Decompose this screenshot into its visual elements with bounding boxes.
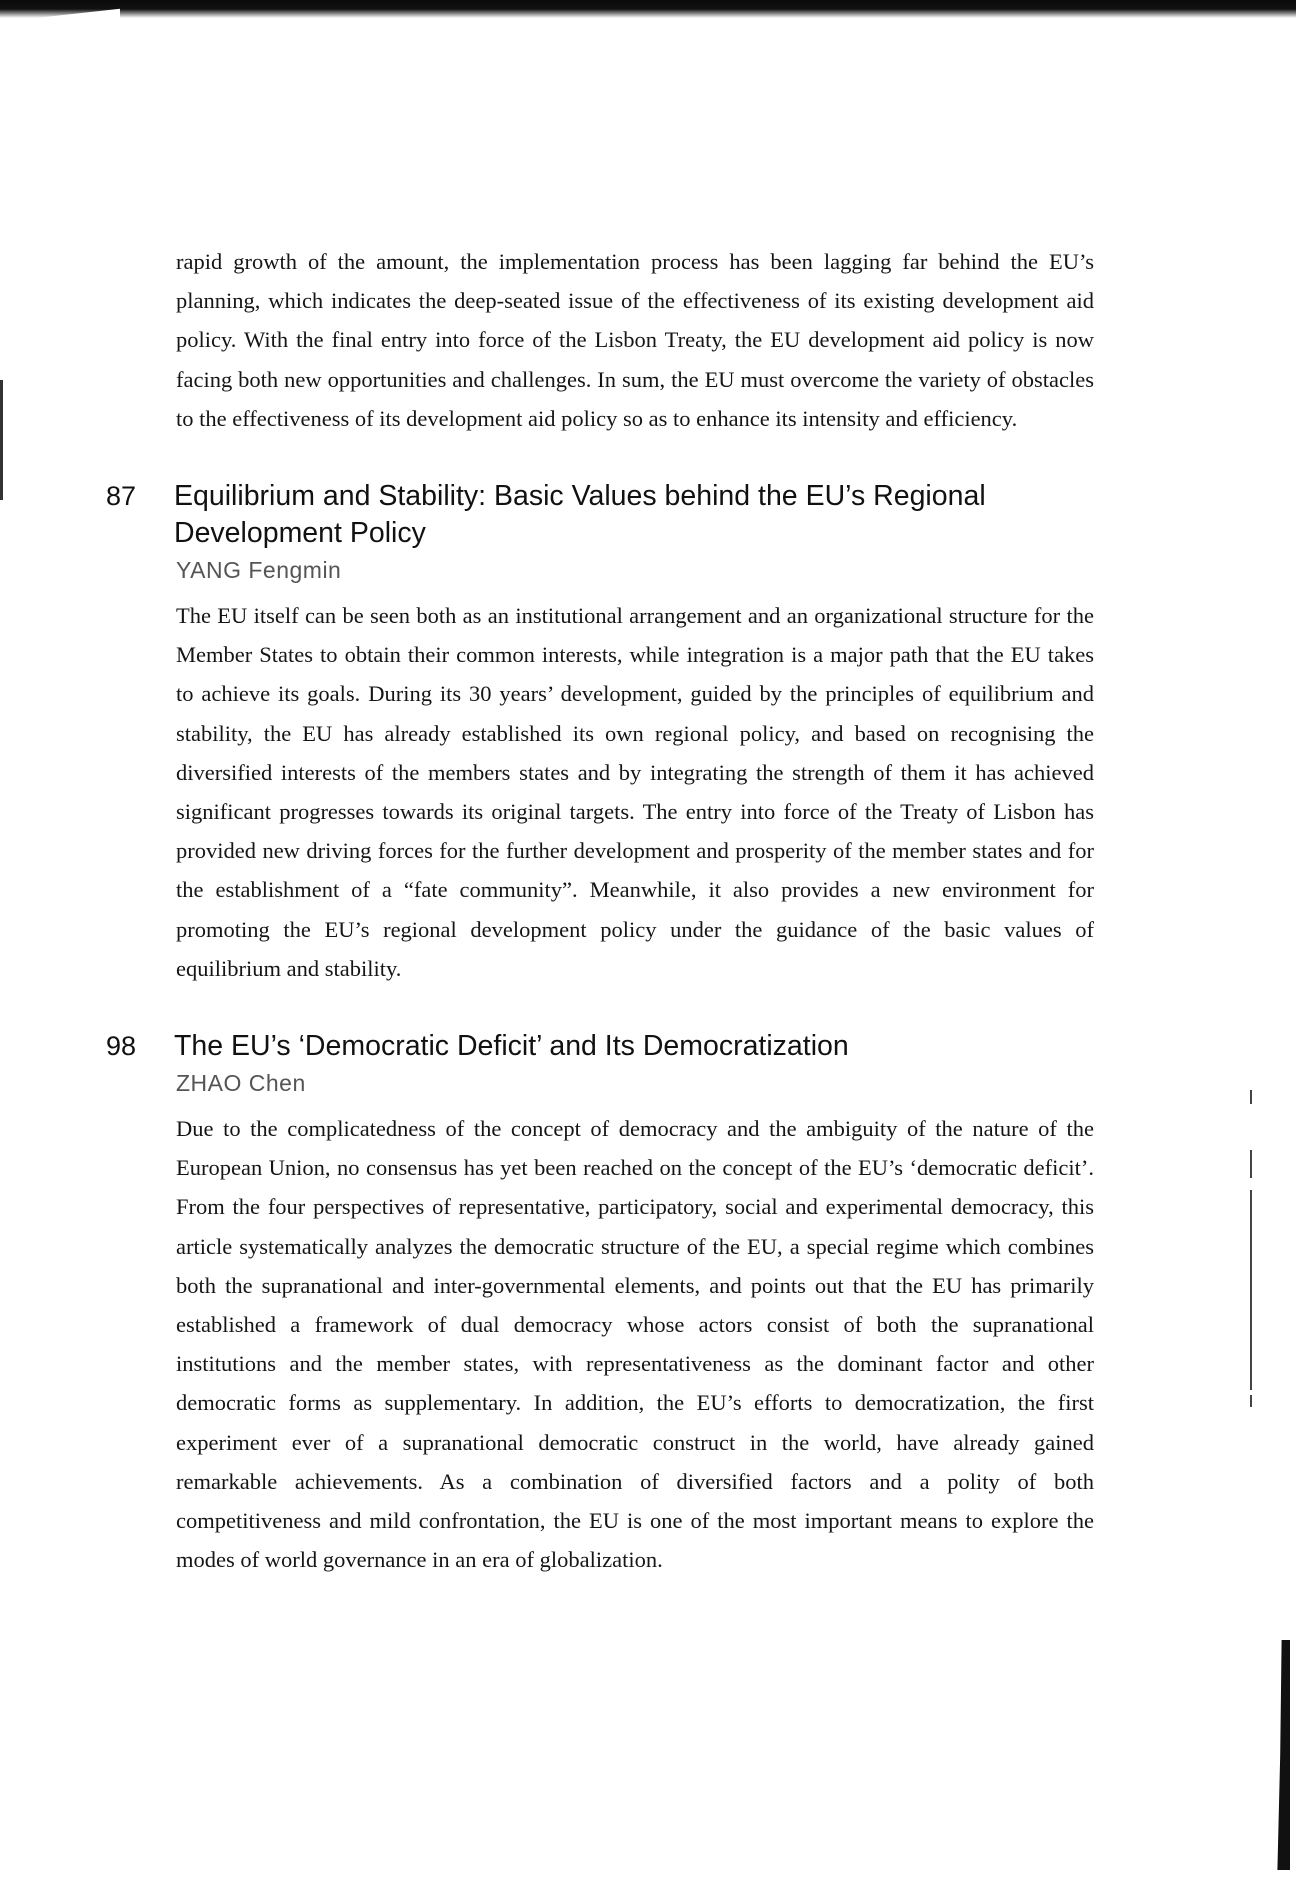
scan-mark <box>1250 1090 1252 1104</box>
article-entry <box>106 478 1106 988</box>
article-title: Equilibrium and Stability: Basic Values behind the EU’s Regional Development Policy <box>174 480 986 550</box>
article-entry <box>106 1028 1106 1579</box>
article-author: YANG Fengmin <box>176 557 342 584</box>
article-page-number: 98 <box>106 1031 137 1062</box>
article-author: ZHAO Chen <box>176 1070 306 1097</box>
page-content <box>106 242 1106 1579</box>
scan-border-right <box>1276 1640 1290 1870</box>
article-abstract: Due to the complicatedness of the concept of democracy and the ambiguity of the nature of the European Union, no consensus has yet been reached on the concept of the EU’s ‘democratic deficit’. From the four perspectives of representative, participatory, social and experimental democracy, this article systematically analyzes the democratic structure of the EU, a special regime which combines both the supranational and inter-governmental elements, and points out that the EU has primarily established a framework of dual democracy whose actors consist of both the supranational institutions and the member states, with representativeness as the dominant factor and other democratic forms as supplementary. In addition, the EU’s efforts to democratization, the first experiment ever of a supranational democratic construct in the world, have already gained remarkable achievements. As a combination of diversified factors and a polity of both competitiveness and mild confrontation, the EU is one of the most important means to explore the modes of world governance in an era of globalization. <box>176 1116 1094 1573</box>
scan-mark <box>1250 1190 1252 1390</box>
scan-border-left <box>0 380 3 500</box>
scan-border-top <box>0 0 1296 18</box>
intro-paragraph: rapid growth of the amount, the implementation process has been lagging far behind the EU’s planning, which indicates the deep-seated issue of the effectiveness of its existing development aid policy. With the final entry into force of the Lisbon Treaty, the EU development aid policy is now facing both new opportunities and challenges. In sum, the EU must overcome the variety of obstacles to the effectiveness of its development aid policy so as to enhance its intensity and efficiency. <box>176 249 1094 431</box>
article-abstract: The EU itself can be seen both as an institutional arrangement and an organizational structure for the Member States to obtain their common interests, while integration is a major path that the EU takes to achieve its goals. During its 30 years’ development, guided by the principles of equilibrium and stability, the EU has already established its own regional policy, and based on recognising the diversified interests of the members states and by integrating the strength of them it has achieved significant progresses towards its original targets. The entry into force of the Treaty of Lisbon has provided new driving forces for the further development and prosperity of the member states and for the establishment of a “fate community”. Meanwhile, it also provides a new environment for promoting the EU’s regional development policy under the guidance of the basic values of equilibrium and stability. <box>176 603 1094 981</box>
scan-mark <box>1250 1150 1252 1178</box>
article-page-number: 87 <box>106 481 137 512</box>
scan-mark <box>1250 1395 1252 1407</box>
article-title: The EU’s ‘Democratic Deficit’ and Its Democratization <box>174 1030 849 1063</box>
